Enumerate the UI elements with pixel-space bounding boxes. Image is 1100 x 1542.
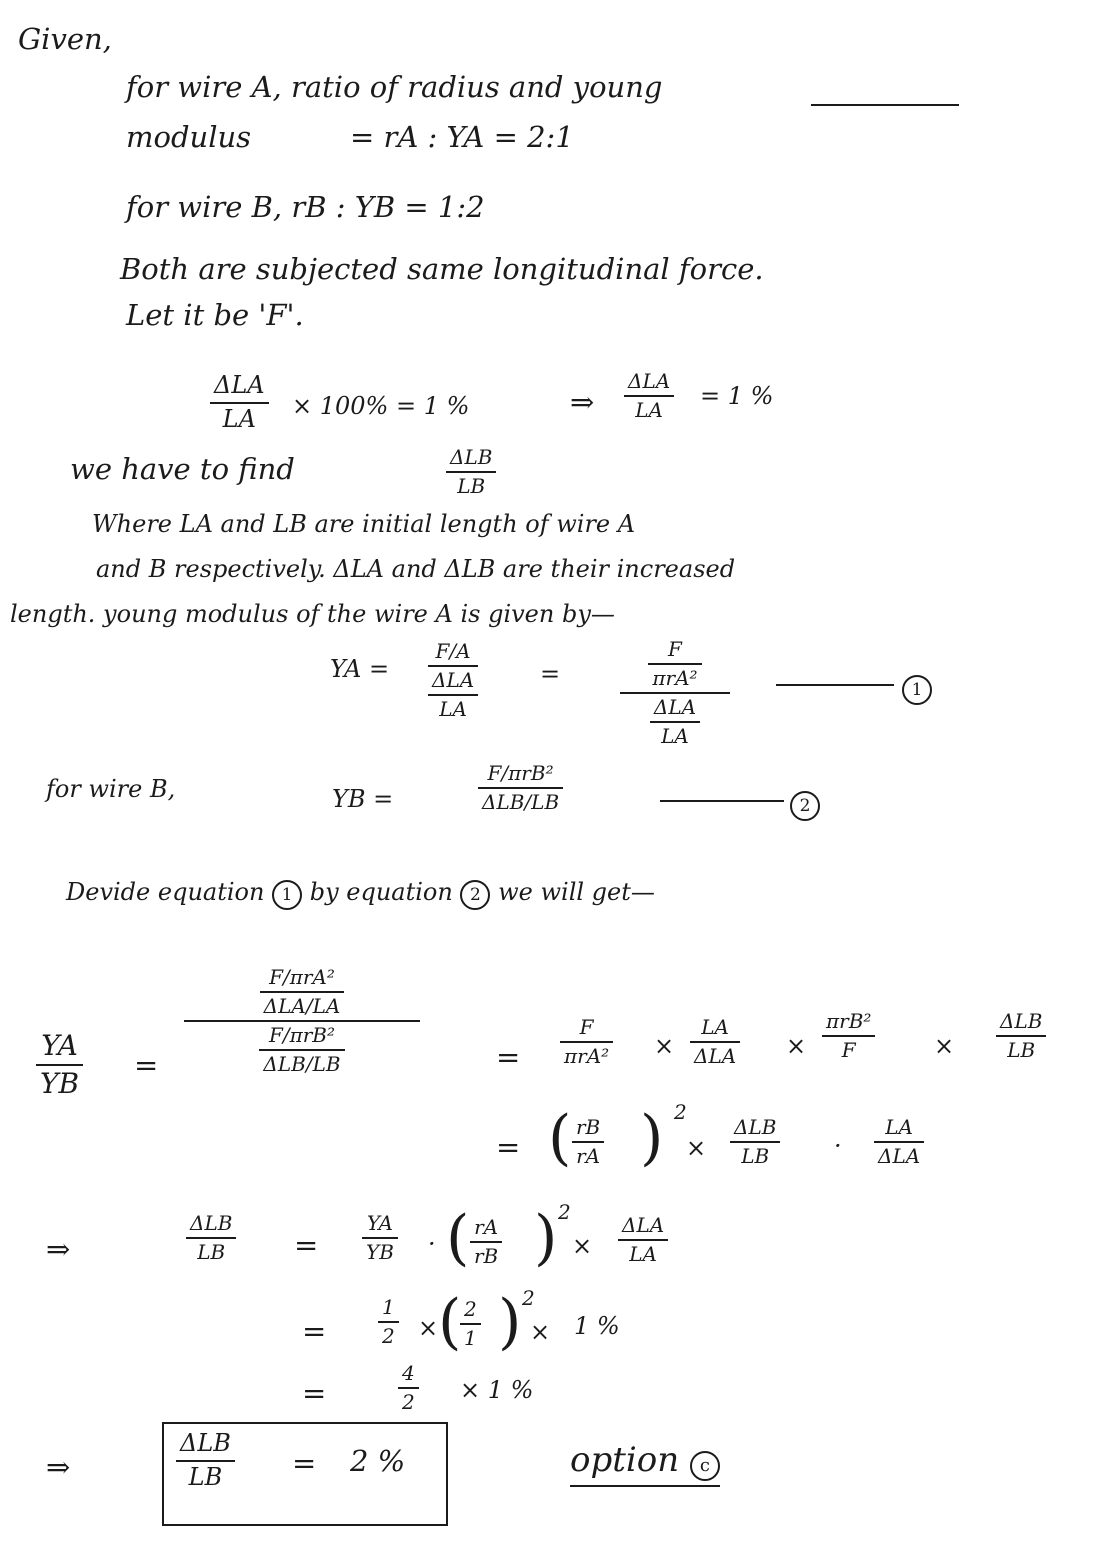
strain-a-result: = 1 % xyxy=(700,382,774,410)
t3-num: πrB² xyxy=(826,1009,872,1033)
strain-a-percent: × 100% = 1 % xyxy=(292,392,470,420)
res1-la: LA xyxy=(629,1242,657,1266)
ratio-term-4 xyxy=(996,1010,1046,1062)
ratio2-dlb: ΔLB xyxy=(734,1115,777,1139)
eq1-equals: = xyxy=(540,660,561,688)
eq2-lhs: YB = xyxy=(332,785,394,813)
underline-young xyxy=(811,104,959,106)
ratio2-lb: LB xyxy=(741,1144,770,1168)
ratio-x2: × xyxy=(786,1032,807,1060)
ratio2-la: LA xyxy=(885,1115,913,1139)
find-text: we have to find xyxy=(70,452,295,486)
t1-num: F xyxy=(579,1015,594,1039)
res2-one: 1 xyxy=(382,1295,395,1319)
strain-a-den: LA xyxy=(222,404,256,433)
ratio2-power: 2 xyxy=(674,1100,687,1124)
ratio2-x: × xyxy=(686,1134,707,1162)
eq2-tag xyxy=(790,784,820,821)
res1-yb: YB xyxy=(366,1240,394,1264)
final-option-letter: c xyxy=(690,1451,720,1481)
t2-num: LA xyxy=(701,1015,729,1039)
strain-a-fraction-2 xyxy=(624,370,674,422)
where-line-2: and B respectively. ΔLA and ΔLB are their increased xyxy=(96,555,736,583)
res2-lparen: ( xyxy=(438,1287,462,1357)
ratio2-strain-b xyxy=(730,1116,780,1168)
res2-power: 2 xyxy=(522,1286,535,1310)
res3-eq: = xyxy=(302,1376,327,1410)
eq2-den: ΔLB/LB xyxy=(482,790,560,814)
wire-b-ratio: for wire B, rB : YB = 1:2 xyxy=(126,190,485,224)
res1-rparen: ) xyxy=(534,1203,558,1273)
res1-arrow: ⇒ xyxy=(46,1232,71,1266)
res1-dlb: ΔLB xyxy=(190,1211,233,1235)
res1-y-ratio xyxy=(362,1212,398,1264)
eq2-num: F/πrB² xyxy=(487,761,554,785)
res2-x2: × xyxy=(530,1318,551,1346)
res2-half xyxy=(378,1296,399,1348)
ratio-big-num-num: F/πrA² xyxy=(269,965,335,989)
ratio-term-3 xyxy=(822,1010,875,1062)
ratio2-lparen: ( xyxy=(548,1103,572,1173)
ratio2-r-fraction xyxy=(572,1116,604,1168)
eq1-dash xyxy=(776,684,894,686)
final-option-word: option xyxy=(570,1440,680,1480)
modulus-word: modulus xyxy=(126,120,252,154)
eq1-f: F xyxy=(668,637,682,661)
eq1-tag-number: 1 xyxy=(902,675,932,705)
final-dlb: ΔLB xyxy=(180,1429,231,1457)
strain-a-den-2: LA xyxy=(635,398,663,422)
find-fraction xyxy=(446,446,496,498)
ratio-a-equation: = rA : YA = 2:1 xyxy=(350,120,574,154)
eq2-fraction xyxy=(478,762,563,814)
ratio2-rparen: ) xyxy=(640,1103,664,1173)
eq1-pi-ra2: πrA² xyxy=(652,666,698,690)
eq2-tag-number: 2 xyxy=(790,791,820,821)
where-line-1: Where LA and LB are initial length of wire A xyxy=(92,510,636,538)
res3-four: 4 xyxy=(402,1361,415,1385)
eq1-lhs: YA = xyxy=(330,655,390,683)
final-option xyxy=(570,1440,720,1487)
ratio-x3: × xyxy=(934,1032,955,1060)
res2-two-n: 2 xyxy=(464,1297,477,1321)
res1-strain-a xyxy=(618,1214,668,1266)
ratio-term-2 xyxy=(690,1016,740,1068)
ratio-big-num-den: ΔLA/LA xyxy=(263,994,341,1018)
eq1-fraction-left xyxy=(428,640,478,721)
res2-pct: 1 % xyxy=(574,1312,620,1340)
ratio2-inv-strain-a xyxy=(874,1116,924,1168)
where-line-3: length. young modulus of the wire A is given by— xyxy=(10,600,615,628)
res2-two: 2 xyxy=(382,1324,395,1348)
res1-dla: ΔLA xyxy=(622,1213,665,1237)
res1-lparen: ( xyxy=(446,1203,470,1273)
divide-tag-1: 1 xyxy=(272,880,302,910)
ratio-lhs xyxy=(36,1030,83,1100)
ratio2-ra: rA xyxy=(576,1144,601,1168)
divide-line xyxy=(66,878,655,910)
t2-den: ΔLA xyxy=(694,1044,737,1068)
divide-tag-2: 2 xyxy=(460,880,490,910)
t1-den: πrA² xyxy=(564,1044,610,1068)
eq1-la: LA xyxy=(439,697,467,721)
ratio-big-den-den: ΔLB/LB xyxy=(263,1052,341,1076)
ratio-term-1 xyxy=(560,1016,613,1068)
res2-ratio xyxy=(460,1298,481,1350)
t3-den: F xyxy=(841,1038,856,1062)
implies-arrow: ⇒ xyxy=(570,385,595,419)
eq1-fraction-right xyxy=(620,638,730,748)
final-value: 2 % xyxy=(350,1444,406,1478)
ratio2-dla: ΔLA xyxy=(878,1144,921,1168)
both-subjected: Both are subjected same longitudinal force. xyxy=(120,252,764,286)
ratio-ya: YA xyxy=(41,1029,78,1062)
eq1-dla: ΔLA xyxy=(432,668,475,692)
strain-a-num-2: ΔLA xyxy=(628,369,671,393)
strain-a-num: ΔLA xyxy=(214,371,265,399)
res2-rparen: ) xyxy=(498,1287,522,1357)
eq2-label: for wire B, xyxy=(46,775,176,803)
t4-num: ΔLB xyxy=(1000,1009,1043,1033)
wire-a-intro: for wire A, ratio of radius and young xyxy=(126,70,663,104)
eq1-dla-2: ΔLA xyxy=(653,695,697,719)
let-it-be-f: Let it be 'F'. xyxy=(126,298,304,332)
find-den: LB xyxy=(457,474,486,498)
ratio-x1: × xyxy=(654,1032,675,1060)
ratio2-rb: rB xyxy=(576,1115,601,1139)
divide-mid: by equation xyxy=(309,878,453,906)
res1-ra: rA xyxy=(474,1215,499,1239)
res1-power: 2 xyxy=(558,1200,571,1224)
ratio-big-den-num: F/πrB² xyxy=(268,1023,336,1047)
find-num: ΔLB xyxy=(450,445,493,469)
res1-lhs xyxy=(186,1212,236,1264)
eq1-la-2: LA xyxy=(661,724,689,748)
ratio-eq-2: = xyxy=(496,1040,521,1074)
res1-rb: rB xyxy=(474,1244,499,1268)
final-eq: = xyxy=(292,1446,317,1480)
strain-a-fraction xyxy=(210,372,269,433)
res1-x: × xyxy=(572,1232,593,1260)
ratio-eq-1: = xyxy=(134,1048,159,1082)
divide-post: we will get— xyxy=(498,878,655,906)
res3-rest: × 1 % xyxy=(460,1376,534,1404)
final-lb: LB xyxy=(188,1462,223,1491)
ratio2-dot: · xyxy=(834,1132,842,1160)
eq1-force-area: F/A xyxy=(435,639,471,663)
ratio2-eq: = xyxy=(496,1130,521,1164)
ratio-big-fraction xyxy=(184,966,420,1076)
res1-r-ratio xyxy=(470,1216,502,1268)
t4-den: LB xyxy=(1007,1038,1036,1062)
res1-ya: YA xyxy=(366,1211,393,1235)
res3-fraction xyxy=(398,1362,419,1414)
res1-lb: LB xyxy=(197,1240,226,1264)
res3-two: 2 xyxy=(402,1390,415,1414)
eq1-tag xyxy=(902,668,932,705)
final-arrow: ⇒ xyxy=(46,1450,71,1484)
res2-eq: = xyxy=(302,1314,327,1348)
final-lhs xyxy=(176,1430,235,1491)
eq2-dash xyxy=(660,800,784,802)
ratio-yb: YB xyxy=(40,1067,80,1101)
given-label: Given, xyxy=(18,22,112,56)
res2-x: × xyxy=(418,1314,439,1342)
divide-pre: Devide equation xyxy=(66,878,265,906)
res2-one-d: 1 xyxy=(464,1326,477,1350)
res1-eq: = xyxy=(294,1228,319,1262)
res1-dot: · xyxy=(428,1230,436,1258)
